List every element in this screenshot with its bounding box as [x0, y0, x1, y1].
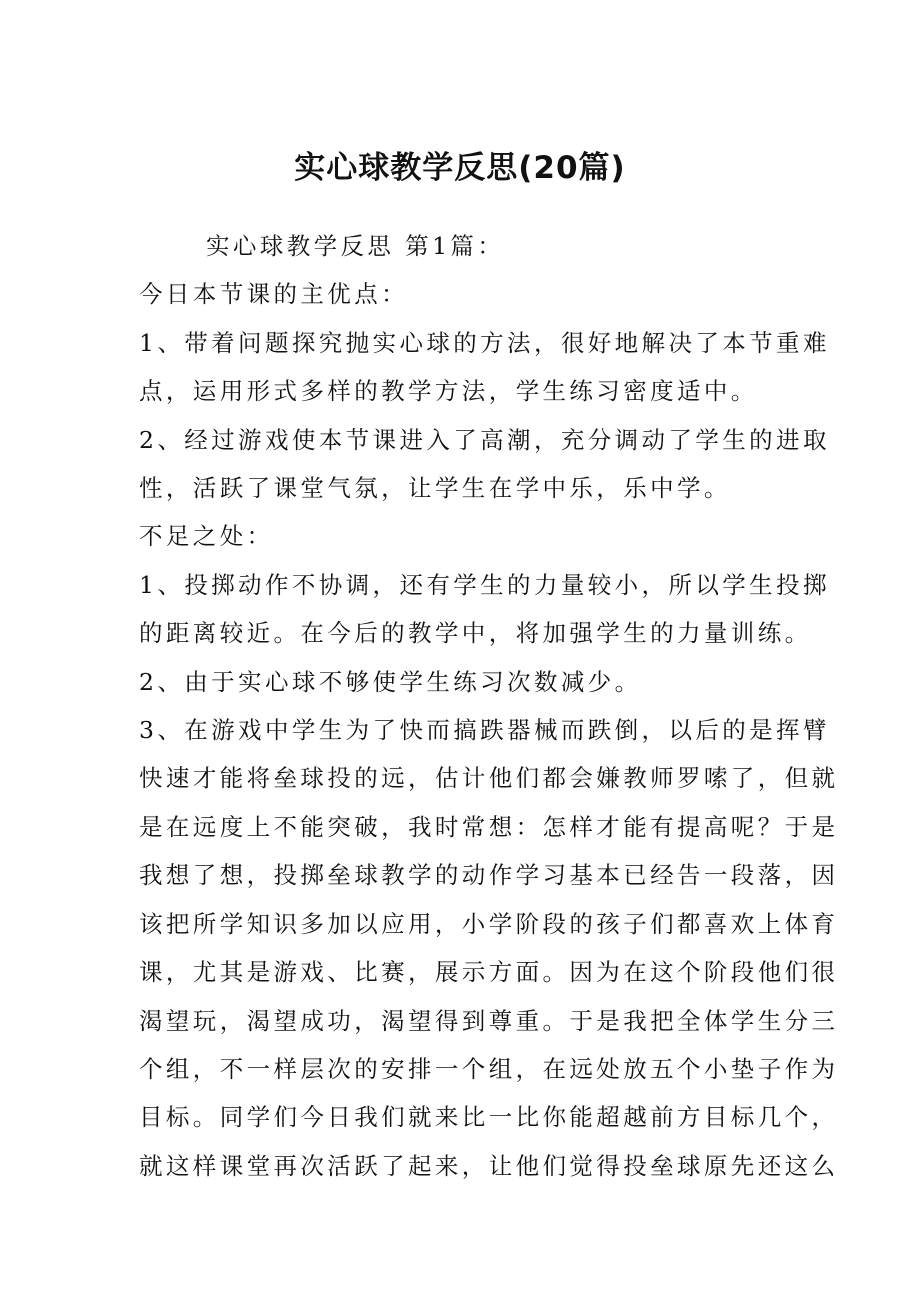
paragraph-line: 今日本节课的主优点：	[139, 280, 408, 309]
paragraph-line: 快速才能将垒球投的远，估计他们都会嫌教师罗嗦了，但就	[139, 764, 839, 793]
paragraph-line: 课，尤其是游戏、比赛，展示方面。因为在这个阶段他们很	[139, 958, 839, 987]
paragraph-line: 目标。同学们今日我们就来比一比你能超越前方目标几个，	[139, 1103, 839, 1132]
paragraph-line: 3、在游戏中学生为了快而搞跌器械而跌倒，以后的是挥臂	[139, 716, 830, 745]
paragraph-line: 性，活跃了课堂气氛，让学生在学中乐，乐中学。	[139, 474, 731, 503]
paragraph-line: 点，运用形式多样的教学方法，学生练习密度适中。	[139, 377, 758, 406]
paragraph-line: 个组，不一样层次的安排一个组，在远处放五个小垫子作为	[139, 1054, 839, 1083]
paragraph-line: 我想了想，投掷垒球教学的动作学习基本已经告一段落，因	[139, 861, 839, 890]
paragraph-line: 的距离较近。在今后的教学中，将加强学生的力量训练。	[139, 619, 812, 648]
paragraph-line: 1、带着问题探究抛实心球的方法，很好地解决了本节重难	[139, 328, 830, 357]
section-heading: 实心球教学反思 第1篇：	[206, 232, 505, 260]
paragraph-line: 渴望玩，渴望成功，渴望得到尊重。于是我把全体学生分三	[139, 1006, 839, 1035]
paragraph-line: 1、投掷动作不协调，还有学生的力量较小，所以学生投掷	[139, 570, 830, 599]
paragraph-line: 2、经过游戏使本节课进入了高潮，充分调动了学生的进取	[139, 425, 830, 454]
document-title: 实心球教学反思(20篇)	[294, 150, 626, 186]
paragraph-line: 不足之处：	[139, 522, 274, 551]
paragraph-line: 是在远度上不能突破，我时常想：怎样才能有提高呢？于是	[139, 812, 839, 841]
paragraph-line: 该把所学知识多加以应用，小学阶段的孩子们都喜欢上体育	[139, 909, 839, 938]
paragraph-line: 2、由于实心球不够使学生练习次数减少。	[139, 667, 642, 696]
document-body	[139, 222, 839, 1190]
paragraph-line: 就这样课堂再次活跃了起来，让他们觉得投垒球原先还这么	[139, 1151, 839, 1180]
